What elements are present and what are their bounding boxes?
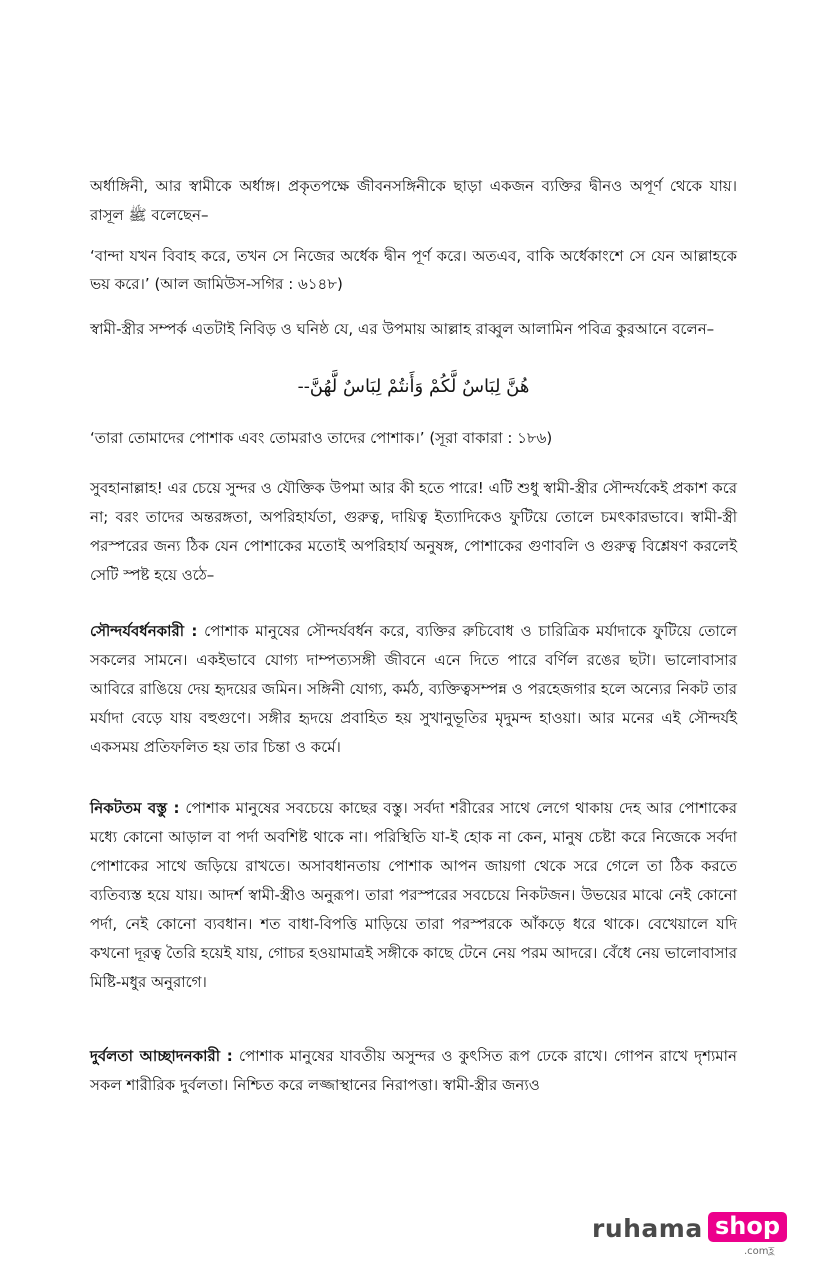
section-closest-object-body: পোশাক মানুষের সবচেয়ে কাছের বস্তু। সর্বদা শরীরের সাথে লেগে থাকায় দেহ আর পোশাকের মধ্যে কোনো আড়াল বা পর্দা অবশিষ্ট থাকে না। পরিস্থিতি যা-ই হোক না কেন, মানুষ চেষ্টা করে নিজেকে সর্বদা পোশাকের সাথে জড়িয়ে রাখতে। অসাবধানতায় পোশাক আপন জায়গা থেকে সরে গেলে তা ঠিক করতে ব্যতিব্যস্ত হয়ে যায়। আদর্শ স্বামী-স্ত্রীও অনুরূপ। তারা পরস্পরের সবচেয়ে নিকটজন। উভয়ের মাঝে নেই কোনো পর্দা, নেই কোনো ব্যবধান। শত বাধা-বিপত্তি মাড়িয়ে তারা পরস্পরকে আঁকড়ে ধরে থাকে। বেখেয়ালে যদি কখনো দূরত্ব তৈরি হয়েই যায়, গোচর হওয়ামাত্রই সঙ্গীকে কাছে টেনে নেয় পরম আদরে। বেঁধে নেয় ভালোবাসার মিষ্টি-মধুর অনুরাগে।	[90, 799, 737, 991]
verse-translation: ‘তারা তোমাদের পোশাক এবং তোমরাও তাদের পোশাক।’ (সূরা বাকারা : ১৮৬)	[90, 429, 553, 447]
section-closest-object-title: নিকটতম বস্তু :	[90, 799, 180, 817]
paragraph-relationship: স্বামী-স্ত্রীর সম্পর্ক এতটাই নিবিড় ও ঘনিষ্ঠ যে, এর উপমায় আল্লাহ রাব্বুল আলামিন পবিত্র কুরআনে বলেন–	[90, 320, 715, 338]
section-weakness-cover-body: পোশাক মানুষের যাবতীয় অসুন্দর ও কুৎসিত রূপ ঢেকে রাখে। গোপন রাখে দৃশ্যমান সকল শারীরিক দুর্বলতা। নিশ্চিত করে লজ্জাস্থানের নিরাপত্তা। স্বামী-স্ত্রীর জন্যও	[90, 1047, 737, 1094]
section-closest-object	[90, 794, 737, 997]
quran-verse-arabic: هُنَّ لِبَاسٌ لَّكُمْ وَأَنتُمْ لِبَاسٌ لَّهُنَّ--	[297, 376, 530, 397]
logo-domain: .comহ্ল	[744, 1246, 775, 1257]
logo-name: ruhama	[592, 1214, 703, 1243]
section-beautifier-title: সৌন্দর্যবর্ধনকারী :	[90, 622, 198, 640]
section-weakness-cover	[90, 1042, 737, 1100]
paragraph-subhanallah: সুবহানাল্লাহ! এর চেয়ে সুন্দর ও যৌক্তিক উপমা আর কী হতে পারে! এটি শুধু স্বামী-স্ত্রীর সৌন্দর্যকেই প্রকাশ করে না; বরং তাদের অন্তরঙ্গতা, অপরিহার্যতা, গুরুত্ব, দায়িত্ব ইত্যাদিকেও ফুটিয়ে তোলে চমৎকারভাবে। স্বামী-স্ত্রী পরস্পরের জন্য ঠিক যেন পোশাকের মতোই অপরিহার্য অনুষঙ্গ, পোশাকের গুণাবলি ও গুরুত্ব বিশ্লেষণ করলেই সেটি স্পষ্ট হয়ে ওঠে–	[90, 479, 737, 584]
logo-shop-badge: shop	[708, 1212, 787, 1242]
hadith-quote: ‘বান্দা যখন বিবাহ করে, তখন সে নিজের অর্ধেক দ্বীন পূর্ণ করে। অতএব, বাকি অর্ধেকাংশে সে যেন আল্লাহকে ভয় করে।’ (আল জামিউস-সগির : ৬১৪৮)	[90, 247, 737, 293]
paragraph-intro: অর্ধাঙ্গিনী, আর স্বামীকে অর্ধাঙ্গ। প্রকৃতপক্ষে জীবনসঙ্গিনীকে ছাড়া একজন ব্যক্তির দ্বীনও অপূর্ণ থেকে যায়। রাসূল ﷺ বলেছেন–	[90, 177, 737, 224]
section-weakness-cover-title: দুর্বলতা আচ্ছাদনকারী :	[90, 1047, 233, 1065]
ruhamashop-logo	[592, 1210, 792, 1256]
section-beautifier-body: পোশাক মানুষের সৌন্দর্যবর্ধন করে, ব্যক্তির রুচিবোধ ও চারিত্রিক মর্যাদাকে ফুটিয়ে তোলে সকলের সামনে। একইভাবে যোগ্য দাম্পত্যসঙ্গী জীবনে এনে দিতে পারে বর্ণিল রঙের ছটা। ভালোবাসার আবিরে রাঙিয়ে দেয় হৃদয়ের জমিন। সঙ্গিনী যোগ্য, কর্মঠ, ব্যক্তিত্বসম্পন্ন ও পরহেজগার হলে অন্যের নিকট তার মর্যাদা বেড়ে যায় বহুগুণে। সঙ্গীর হৃদয়ে প্রবাহিত হয় সুখানুভূতির মৃদুমন্দ হাওয়া। আর মনের এই সৌন্দর্যই একসময় প্রতিফলিত হয় তার চিন্তা ও কর্মে।	[90, 622, 738, 756]
section-beautifier	[90, 617, 737, 762]
